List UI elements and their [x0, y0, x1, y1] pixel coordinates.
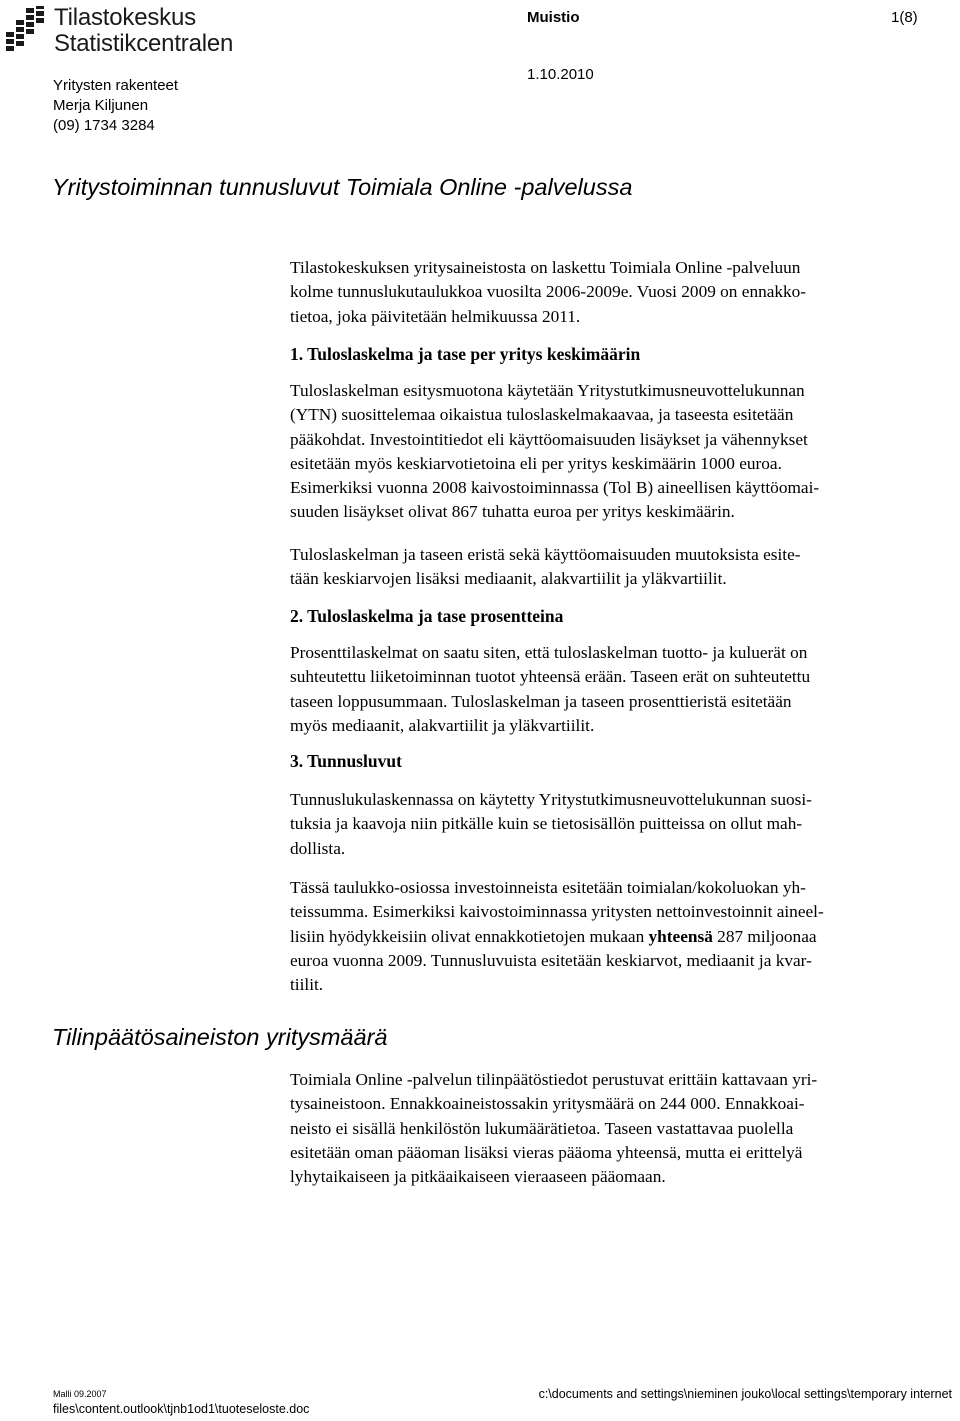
text-line: esitetään oman pääoman lisäksi vieras pääoma yhteensä, mutta ei erittelyä	[290, 1142, 803, 1162]
section-1-paragraph-1	[290, 379, 950, 525]
sender-info	[53, 76, 178, 136]
footer-template-label: Malli 09.2007	[53, 1389, 107, 1399]
statistics-finland-logo-icon	[4, 6, 48, 54]
text-line: pääkohdat. Investointitiedot eli käyttöomaisuuden lisäykset ja vähennykset	[290, 429, 808, 449]
section-3-heading: 3. Tunnusluvut	[290, 751, 402, 771]
intro-paragraph	[290, 256, 950, 329]
footer-file-path: files\content.outlook\tjnb1od1\tuoteseloste.doc	[53, 1402, 310, 1416]
text-line: tiilit.	[290, 975, 324, 995]
text-line: Prosenttilaskelmat on saatu siten, että tuloslaskelman tuotto- ja kuluerät on	[290, 643, 808, 662]
text-line: neisto ei sisällä henkilöstön lukumäärätietoa. Taseen vastattavaa puolella	[290, 1118, 794, 1138]
section-2-heading: 2. Tuloslaskelma ja tase prosentteina	[290, 606, 564, 626]
text-line: lyhytaikaiseen ja pitkäaikaiseen vieraaseen pääomaan.	[290, 1167, 666, 1187]
text-run: lisiin hyödykkeisiin olivat ennakkotietojen mukaan	[290, 926, 649, 946]
section-2-paragraph	[290, 641, 950, 738]
text-line: Tilastokeskuksen yritysaineistosta on laskettu Toimiala Online -palveluun	[290, 258, 801, 277]
logo	[4, 4, 249, 56]
page-title: Yritystoiminnan tunnusluvut Toimiala Online -palvelussa	[52, 174, 633, 200]
page-number: 1(8)	[891, 9, 918, 26]
text-line: esitetään myös keskiarvotietoina eli per yritys keskimäärin 1000 euroa.	[290, 453, 782, 473]
company-count-paragraph	[290, 1068, 950, 1189]
section-3-paragraph-1	[290, 788, 950, 861]
text-line: Esimerkiksi vuonna 2008 kaivostoiminnassa (Tol B) aineellisen käyttöomai-	[290, 478, 820, 498]
sender-unit: Yritysten rakenteet	[53, 77, 179, 94]
bold-emphasis: yhteensä	[648, 926, 713, 946]
text-line: Tuloslaskelman esitysmuotona käytetään Yritystutkimusneuvottelukunnan	[290, 381, 805, 400]
text-line: kolme tunnuslukutaulukkoa vuosilta 2006-2009e. Vuosi 2009 on ennakko-	[290, 282, 807, 302]
logo-text-swedish: Statistikcentralen	[54, 30, 234, 57]
text-line: tysaineistoon. Ennakkoaineistossakin yritysmäärä on 244 000. Ennakkoai-	[290, 1094, 805, 1114]
text-line: tietoa, joka päivitetään helmikuussa 2011.	[290, 306, 581, 326]
text-line: Toimiala Online -palvelun tilinpäätöstiedot perustuvat erittäin kattavaan yri-	[290, 1070, 818, 1089]
text-line: teissumma. Esimerkiksi kaivostoiminnassa yritysten nettoinvestoinnit aineel-	[290, 902, 824, 922]
footer-folder-path: c:\documents and settings\nieminen jouko\local settings\temporary internet	[538, 1387, 952, 1401]
text-line: (YTN) suosittelemaa oikaistua tuloslaskelmakaavaa, ja taseesta esitetään	[290, 405, 794, 425]
logo-text-finnish: Tilastokeskus	[54, 4, 196, 31]
text-line	[290, 925, 950, 949]
section-1-heading: 1. Tuloslaskelma ja tase per yritys keskimäärin	[290, 344, 641, 364]
text-line: taseen loppusummaan. Tuloslaskelman ja taseen prosenttieristä esitetään	[290, 691, 792, 711]
text-line: Tässä taulukko-osiossa investoinneista esitetään toimialan/kokoluokan yh-	[290, 878, 806, 897]
text-line: tuksia ja kaavoja niin pitkälle kuin se tietosisällön puitteissa on ollut mah-	[290, 814, 803, 834]
text-line: tään keskiarvojen lisäksi mediaanit, alakvartiilit ja yläkvartiilit.	[290, 569, 727, 589]
sender-phone: (09) 1734 3284	[53, 117, 155, 134]
text-line: suhteutettu liiketoiminnan tuotot yhteensä erään. Taseen erät on suhteutettu	[290, 667, 811, 687]
text-line: myös mediaanit, alakvartiilit ja yläkvartiilit.	[290, 715, 595, 735]
section-3-paragraph-2	[290, 876, 950, 997]
text-line: Tunnuslukulaskennassa on käytetty Yritystutkimusneuvottelukunnan suosi-	[290, 790, 812, 809]
text-run: 287 miljoonaa	[712, 926, 817, 946]
document-date: 1.10.2010	[527, 66, 594, 83]
text-line: euroa vuonna 2009. Tunnusluvuista esitetään keskiarvot, mediaanit ja kvar-	[290, 950, 812, 970]
section-1-paragraph-2	[290, 543, 950, 592]
text-line: suuden lisäykset olivat 867 tuhatta euroa per yritys keskimäärin.	[290, 502, 735, 522]
section-heading-company-count: Tilinpäätösaineiston yritysmäärä	[52, 1024, 388, 1050]
text-line: dollista.	[290, 838, 346, 858]
text-line: Tuloslaskelman ja taseen eristä sekä käyttöomaisuuden muutoksista esite-	[290, 545, 801, 564]
document-type: Muistio	[527, 9, 580, 26]
sender-name: Merja Kiljunen	[53, 97, 149, 114]
